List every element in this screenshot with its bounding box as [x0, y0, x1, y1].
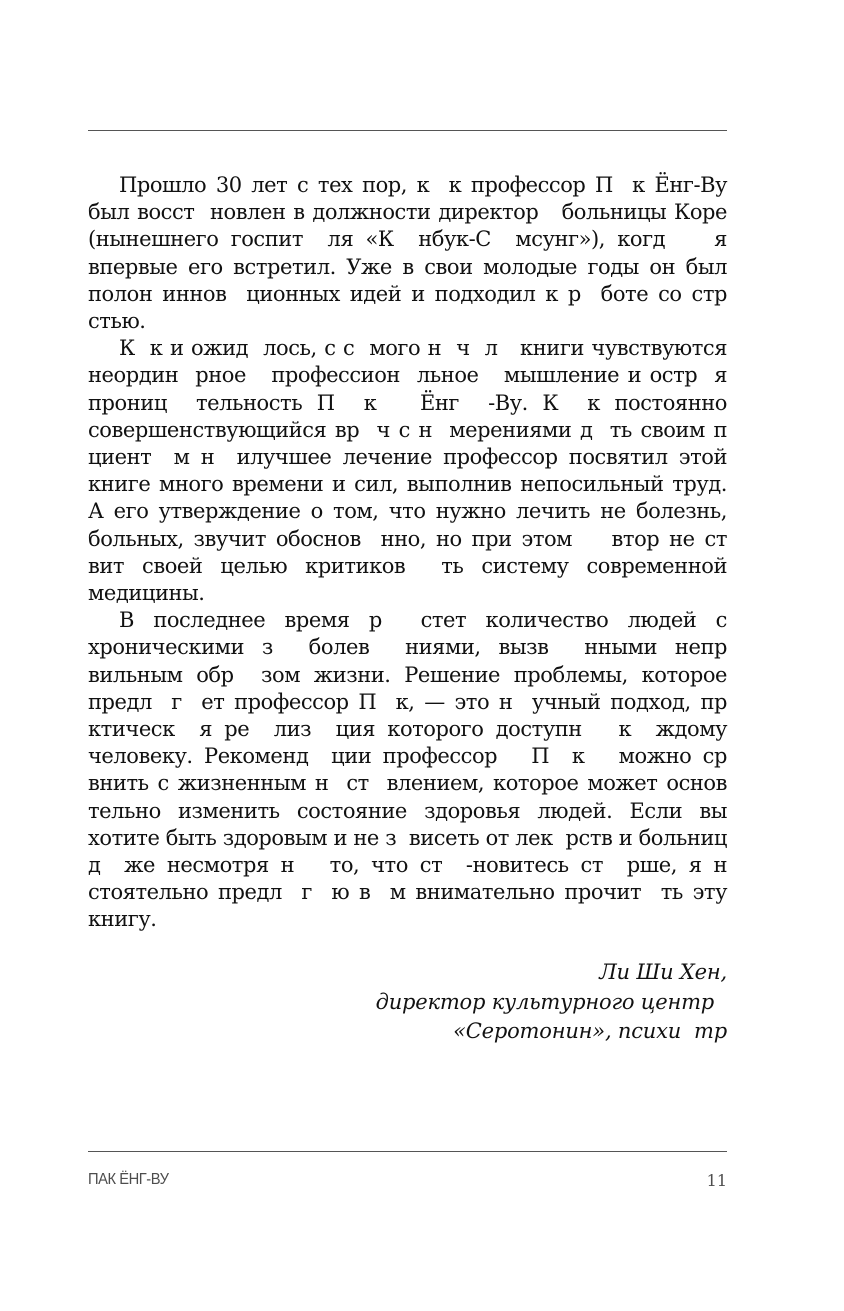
signature-organization: «Серотонин», психи тр [453, 1019, 727, 1043]
page-number: 11 [706, 1171, 727, 1190]
running-footer-author: ПАК ЁНГ-ВУ [88, 1171, 169, 1188]
paragraph-3: В последнее время р стет количество людей с хроническими з болев ниями, вызв нными непр вильным обр зом жизни. Решение проблемы, которое предл г ет профессор П к, — это н учный подход, пр ктическ я ре лиз ция которого доступн к ждому человеку. Рекоменд ции профессор П к можно ср внить с жизненным н ст влением, которое может основ тельно изменить состояние здоровья людей. Если вы хотите быть здоровым и не з висеть от лек рств и больниц д же несмотря н то, что ст -новитесь ст рше, я н стоятельно предл г ю в м внимательно прочит ть эту книгу. [88, 608, 740, 932]
paragraph-2: К к и ожид лось, с с мого н ч л книги чувствуются неордин рное профессион льное мышление и остр я прониц тельность П к Ёнг -Ву. К к постоянно совершенствующийся вр ч с н мерениями д ть своим п циент м н илучшее лечение профессор посвятил этой книге много времени и сил, выполнив непосильный труд. А его утверждение о том, что нужно лечить не болезнь, больных, звучит обоснов нно, но при этом втор не ст вит своей целью критиков ть систему современной медицины. [88, 336, 759, 606]
footer-rule [88, 1151, 727, 1152]
header-rule [88, 130, 727, 131]
signature-name: Ли Ши Хен, [599, 960, 727, 984]
main-text [88, 172, 759, 934]
signature-position: директор культурного центр [375, 989, 727, 1014]
paragraph-1: Прошло 30 лет с тех пор, к к профессор П к Ёнг-Ву был восст новлен в должности директор больницы Коре (нынешнего госпит ля «К нбук-С мсунг»), когд я впервые его встретил. Уже в свои молодые годы он был полон иннов ционных идей и подходил к р боте со стр стью. [88, 173, 740, 334]
signature-block [307, 958, 727, 1047]
